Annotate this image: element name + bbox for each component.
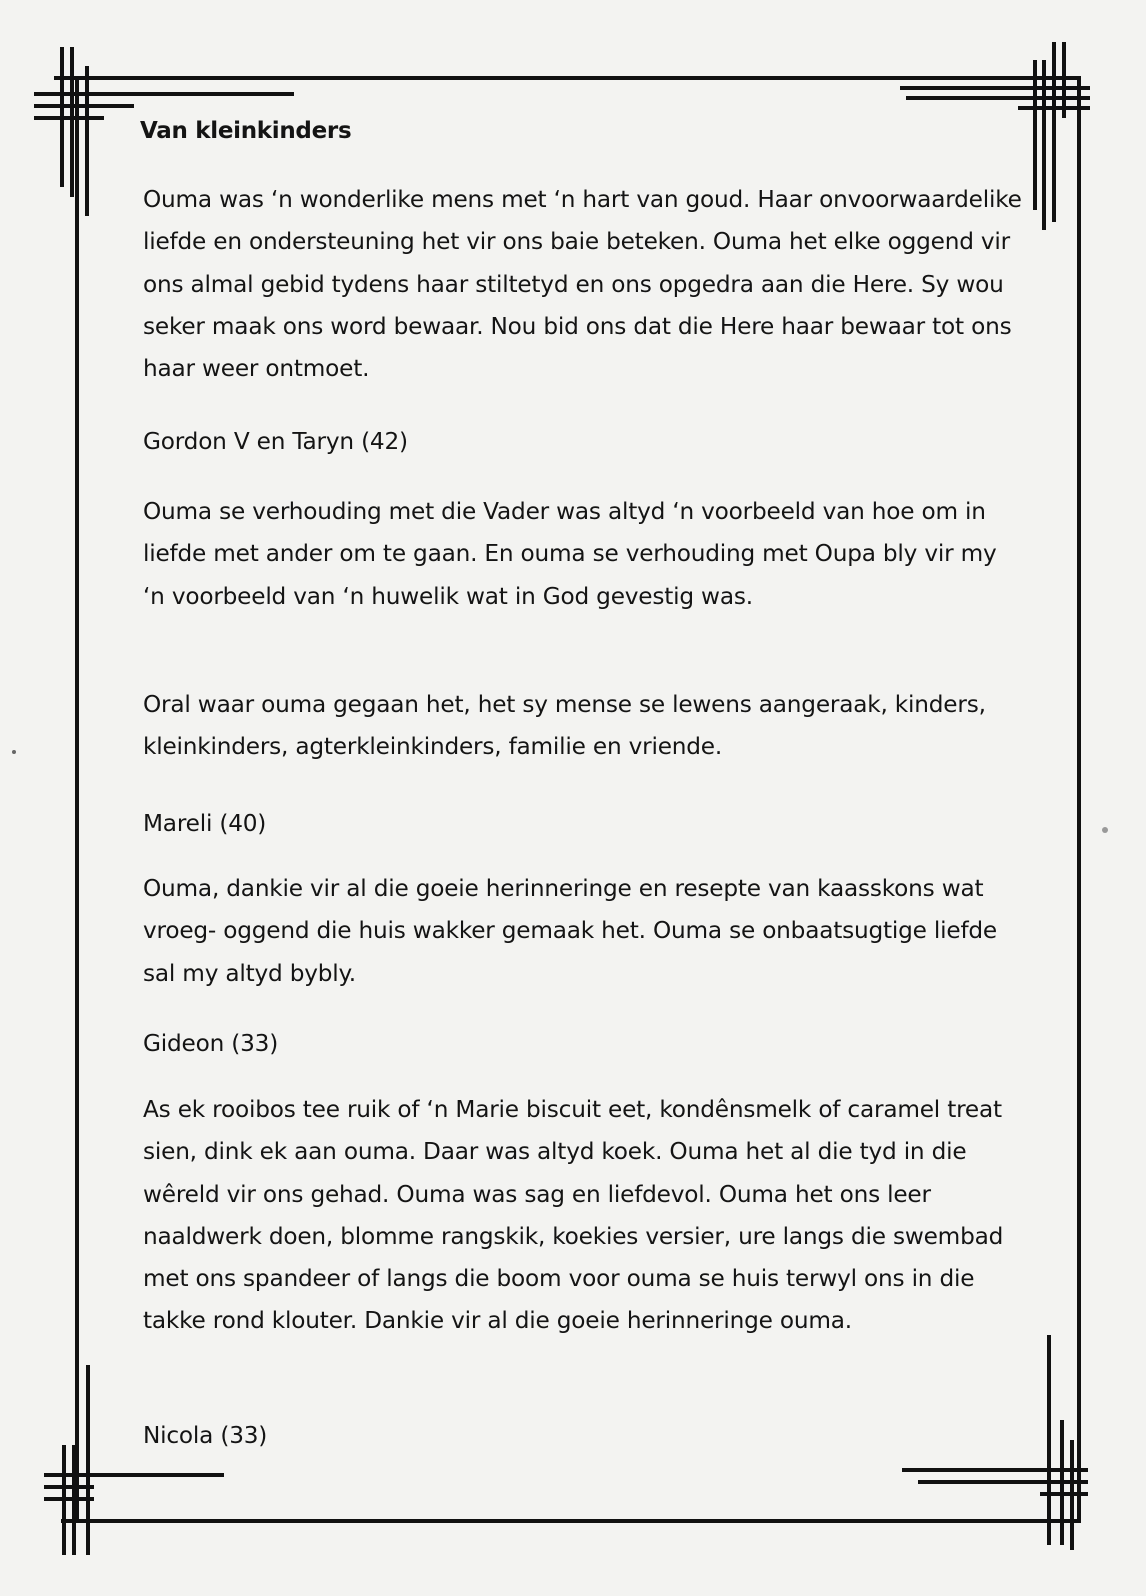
message-3: Oral waar ouma gegaan het, het sy mense se lewens aangeraak, kinders, kleinkinders, agterkleinkinders, familie en vriende. — [143, 691, 986, 761]
message-5: As ek rooibos tee ruik of ‘n Marie biscuit eet, kondênsmelk of caramel treat sien, dink ek aan ouma. Daar was altyd koek. Ouma het al die tyd in die wêreld vir ons gehad. Ouma was sag en liefdevol. Ouma het ons leer naaldwerk doen, blomme rangskik, koekies versier, ure langs die swembad met ons spandeer of langs die boom voor ouma se huis terwyl ons in die takke rond klouter. Dankie vir al die goeie herinneringe ouma. — [143, 1096, 1004, 1335]
page-title: Van kleinkinders — [140, 118, 352, 144]
signature-4: Gideon (33) — [143, 1030, 279, 1057]
message-1: Ouma was ‘n wonderlike mens met ‘n hart van goud. Haar onvoorwaardelike liefde en ondersteuning het vir ons baie beteken. Ouma het elke oggend vir ons almal gebid tydens haar stiltetyd en ons opgedra aan die Here. Sy wou seker maak ons word bewaar. Nou bid ons dat die Here haar bewaar tot ons haar weer ontmoet. — [143, 186, 1022, 383]
message-4: Ouma, dankie vir al die goeie herinneringe en resepte van kaasskons wat vroeg- oggend die huis wakker gemaak het. Ouma se onbaatsugtige liefde sal my altyd bybly. — [143, 875, 997, 987]
signature-1: Gordon V en Taryn (42) — [143, 428, 408, 455]
signature-5: Nicola (33) — [143, 1422, 268, 1449]
corner-ornament-bottom-right — [902, 1335, 1088, 1550]
message-2: Ouma se verhouding met die Vader was altyd ‘n voorbeeld van hoe om in liefde met ander om te gaan. En ouma se verhouding met Oupa bly vir my ‘n voorbeeld van ‘n huwelik wat in God gevestig was. — [143, 498, 997, 610]
signature-3: Mareli (40) — [143, 810, 267, 837]
corner-ornament-bottom-left — [44, 1365, 224, 1555]
